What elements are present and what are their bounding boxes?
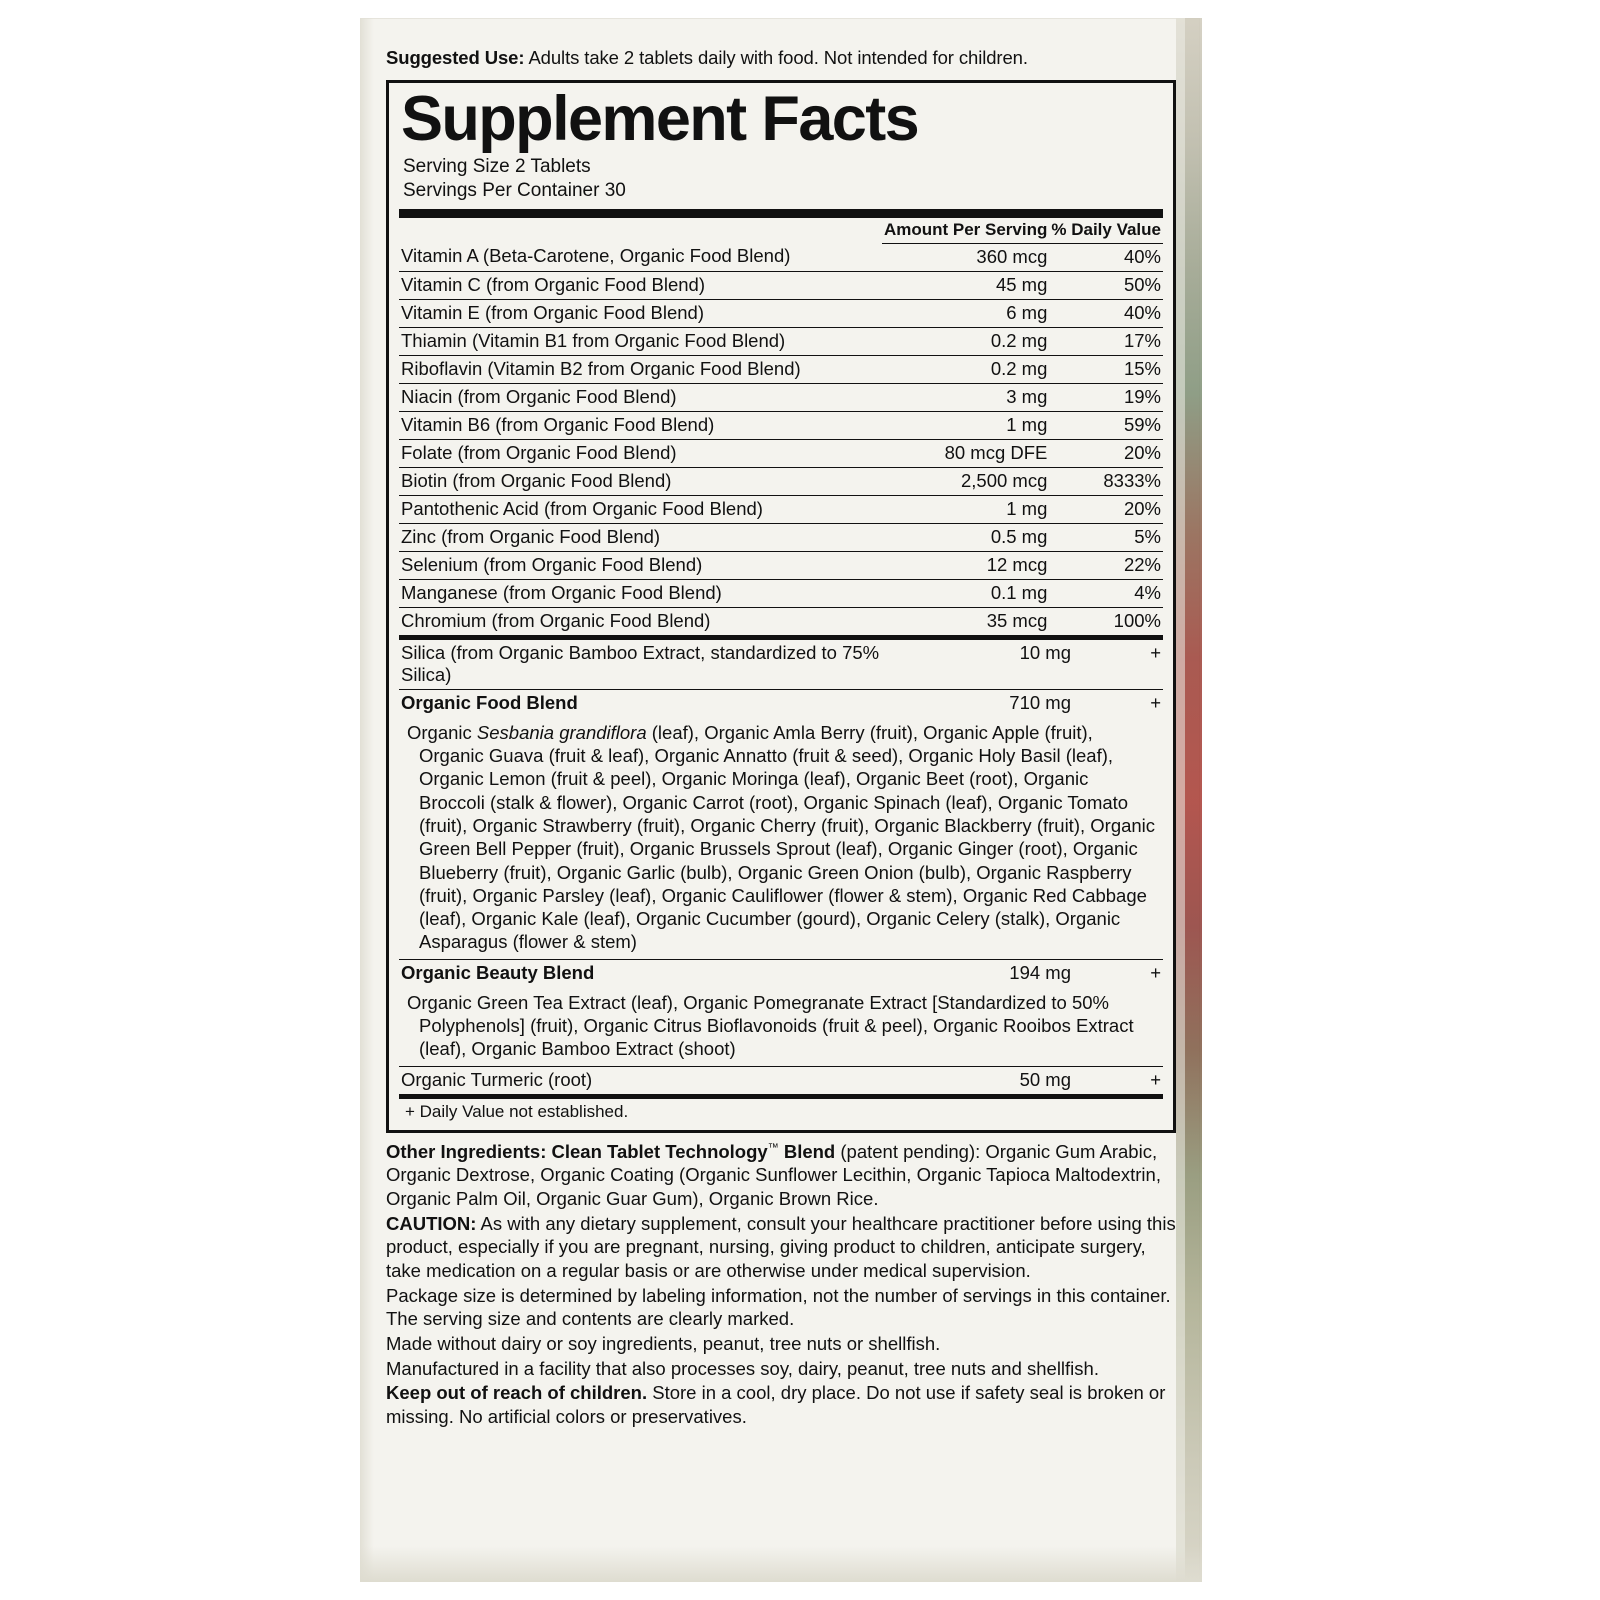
- food-blend-amount: 710 mg: [1009, 691, 1071, 713]
- box-edge-highlight: [1176, 18, 1185, 1582]
- table-row: [399, 383, 1163, 411]
- silica-dv: +: [1073, 640, 1163, 690]
- nutrient-dv: 20%: [1049, 439, 1163, 467]
- table-row: [399, 467, 1163, 495]
- keep-out-paragraph: [386, 1381, 1176, 1428]
- table-row: [399, 299, 1163, 327]
- beauty-blend-name: Organic Beauty Blend: [401, 961, 595, 983]
- suggested-use-label: Suggested Use:: [386, 47, 525, 68]
- turmeric-dv: +: [1150, 1068, 1161, 1090]
- nutrient-amount: 0.1 mg: [882, 579, 1049, 607]
- nutrient-amount: 360 mcg: [882, 243, 1049, 271]
- table-row: [399, 271, 1163, 299]
- nutrient-amount: 45 mg: [882, 271, 1049, 299]
- table-row: [399, 243, 1163, 271]
- food-blend-ingredients: [399, 717, 1163, 960]
- bottom-text-block: [386, 1140, 1176, 1429]
- caution-paragraph: [386, 1212, 1176, 1283]
- nutrient-name: Manganese (from Organic Food Blend): [399, 579, 882, 607]
- label-content: [386, 46, 1176, 1430]
- table-header-row: [399, 218, 1163, 244]
- caution-text: As with any dietary supplement, consult your healthcare practitioner before using this product, especially if you are pregnant, nursing, giving product to children, anticipate surgery, take medication on a regular basis or are otherwise under medical supervision.: [386, 1212, 1176, 1281]
- beauty-blend-table: [399, 960, 1163, 987]
- nutrient-name: Zinc (from Organic Food Blend): [399, 523, 882, 551]
- caution-label: CAUTION:: [386, 1212, 477, 1234]
- nutrient-amount: 0.2 mg: [882, 355, 1049, 383]
- table-row: [399, 689, 1163, 717]
- allergen-text-1: Made without dairy or soy ingredients, peanut, tree nuts or shellfish.: [386, 1332, 941, 1354]
- nutrient-name: Vitamin B6 (from Organic Food Blend): [399, 411, 882, 439]
- table-row: [399, 495, 1163, 523]
- table-row: [399, 411, 1163, 439]
- column-header-name: [399, 218, 882, 244]
- other-ingredients-label: Other Ingredients:: [386, 1140, 547, 1162]
- nutrient-amount: 0.5 mg: [882, 523, 1049, 551]
- table-row: [399, 327, 1163, 355]
- blend-table: [399, 640, 1163, 717]
- nutrient-dv: 17%: [1049, 327, 1163, 355]
- nutrient-dv: 59%: [1049, 411, 1163, 439]
- table-row: [399, 551, 1163, 579]
- trademark-symbol: ™: [767, 1141, 779, 1154]
- nutrient-name: Selenium (from Organic Food Blend): [399, 551, 882, 579]
- column-header-daily-value: % Daily Value: [1049, 218, 1163, 244]
- left-edge-shading: [360, 18, 374, 1582]
- turmeric-name: Organic Turmeric (root): [401, 1068, 593, 1090]
- bottom-edge-shading: [360, 1546, 1202, 1582]
- nutrient-name: Vitamin C (from Organic Food Blend): [399, 271, 882, 299]
- silica-name: Silica (from Organic Bamboo Extract, standardized to 75% Silica): [399, 640, 919, 690]
- column-header-amount: Amount Per Serving: [882, 218, 1049, 244]
- keep-out-label: Keep out of reach of children.: [386, 1382, 648, 1404]
- nutrient-amount: 80 mcg DFE: [882, 439, 1049, 467]
- nutrient-name: Thiamin (Vitamin B1 from Organic Food Blend): [399, 327, 882, 355]
- nutrient-name: Biotin (from Organic Food Blend): [399, 467, 882, 495]
- package-size-text: Package size is determined by labeling information, not the number of servings in this container. The serving size and contents are clearly marked.: [386, 1284, 1171, 1330]
- nutrient-name: Riboflavin (Vitamin B2 from Organic Food Blend): [399, 355, 882, 383]
- nutrient-dv: 8333%: [1049, 467, 1163, 495]
- nutrient-dv: 50%: [1049, 271, 1163, 299]
- nutrient-dv: 40%: [1049, 299, 1163, 327]
- table-row: [399, 439, 1163, 467]
- nutrient-dv: 22%: [1049, 551, 1163, 579]
- turmeric-amount: 50 mg: [1019, 1068, 1071, 1090]
- ingredients-text: (leaf), Organic Amla Berry (fruit), Organic Apple (fruit), Organic Guava (fruit & leaf), Organic Annatto (fruit & seed), Organic Holy Basil (leaf), Organic Lemon (fruit & peel), Organic Moringa (leaf), Organic Beet (root), Organic Broccoli (stalk & flower), Organic Carrot (root), Organic Spinach (leaf), Organic Tomato (fruit), Organic Strawberry (fruit), Organic Cherry (fruit), Organic Blackberry (fruit), Organic Green Bell Pepper (fruit), Organic Brussels Sprout (leaf), Organic Ginger (root), Organic Blueberry (fruit), Organic Garlic (bulb), Organic Green Onion (bulb), Organic Raspberry (fruit), Organic Parsley (leaf), Organic Cauliflower (flower & stem), Organic Red Cabbage (leaf), Organic Kale (leaf), Organic Cucumber (gourd), Organic Celery (stalk), Organic Asparagus (flower & stem): [419, 721, 1156, 953]
- keep-out-text: Store in a cool, dry place. Do not use if safety seal is broken or missing. No artificial colors or preservatives.: [386, 1382, 1166, 1427]
- nutrient-name: Folate (from Organic Food Blend): [399, 439, 882, 467]
- nutrient-amount: 3 mg: [882, 383, 1049, 411]
- nutrient-dv: 20%: [1049, 495, 1163, 523]
- nutrient-amount: 0.2 mg: [882, 327, 1049, 355]
- table-row: [399, 523, 1163, 551]
- nutrient-amount: 1 mg: [882, 411, 1049, 439]
- serving-size: Serving Size 2 Tablets: [403, 156, 591, 178]
- ingredients-prefix: Organic: [407, 721, 477, 743]
- nutrient-amount: 35 mcg: [986, 609, 1048, 631]
- table-row: [399, 640, 1163, 690]
- allergen-text-2: Manufactured in a facility that also processes soy, dairy, peanut, tree nuts and shellfish.: [386, 1357, 1099, 1379]
- table-row: [399, 579, 1163, 607]
- nutrient-dv: 100%: [1113, 609, 1161, 631]
- food-blend-dv: +: [1150, 691, 1161, 713]
- food-blend-name: Organic Food Blend: [401, 691, 578, 713]
- nutrient-table: [399, 218, 1163, 635]
- nutrient-amount: 1 mg: [882, 495, 1049, 523]
- ingredients-italic-species: Sesbania grandiflora: [476, 721, 647, 743]
- supplement-facts-title: Supplement Facts: [401, 83, 919, 154]
- other-ingredients-brand2: Blend: [778, 1140, 836, 1162]
- nutrient-dv: 19%: [1049, 383, 1163, 411]
- beauty-blend-dv: +: [1150, 961, 1161, 983]
- nutrient-name: Pantothenic Acid (from Organic Food Blend): [399, 495, 882, 523]
- nutrient-name: Vitamin E (from Organic Food Blend): [399, 299, 882, 327]
- servings-per-container: Servings Per Container 30: [403, 179, 626, 201]
- suggested-use-text: Adults take 2 tablets daily with food. Not intended for children.: [524, 47, 1028, 68]
- nutrient-amount: 12 mcg: [882, 551, 1049, 579]
- other-ingredients-paragraph: [386, 1140, 1176, 1211]
- table-row: [399, 607, 1163, 635]
- nutrient-dv: 4%: [1049, 579, 1163, 607]
- table-row: [399, 355, 1163, 383]
- other-ingredients-text: (patent pending): Organic Gum Arabic, Organic Dextrose, Organic Coating (Organic Sunflower Lecithin, Organic Tapioca Maltodextrin, Organic Palm Oil, Organic Guar Gum), Organic Brown Rice.: [386, 1140, 1161, 1209]
- silica-amount: 10 mg: [919, 640, 1073, 690]
- supplement-facts-box: [386, 80, 1176, 1133]
- nutrient-amount: 2,500 mcg: [882, 467, 1049, 495]
- nutrient-name: Chromium (from Organic Food Blend): [401, 609, 711, 631]
- nutrient-dv: 15%: [1049, 355, 1163, 383]
- beauty-blend-amount: 194 mg: [1009, 961, 1071, 983]
- divider-thick-top: [399, 209, 1163, 218]
- table-row: [399, 1067, 1163, 1094]
- other-ingredients-brand: Clean Tablet Technology: [546, 1140, 768, 1162]
- table-row: [399, 960, 1163, 987]
- suggested-use: [386, 46, 1176, 71]
- nutrient-amount: 6 mg: [882, 299, 1049, 327]
- nutrient-name: Niacin (from Organic Food Blend): [399, 383, 882, 411]
- turmeric-table: [399, 1067, 1163, 1094]
- nutrient-name: Vitamin A (Beta-Carotene, Organic Food Blend): [399, 243, 882, 271]
- daily-value-footnote: + Daily Value not established.: [405, 1101, 629, 1121]
- nutrient-dv: 5%: [1049, 523, 1163, 551]
- beauty-blend-ingredients: Organic Green Tea Extract (leaf), Organic Pomegranate Extract [Standardized to 50% Polyphenols] (fruit), Organic Citrus Bioflavonoids (fruit & peel), Organic Rooibos Extract (leaf), Organic Bamboo Extract (shoot): [399, 987, 1163, 1067]
- nutrient-dv: 40%: [1049, 243, 1163, 271]
